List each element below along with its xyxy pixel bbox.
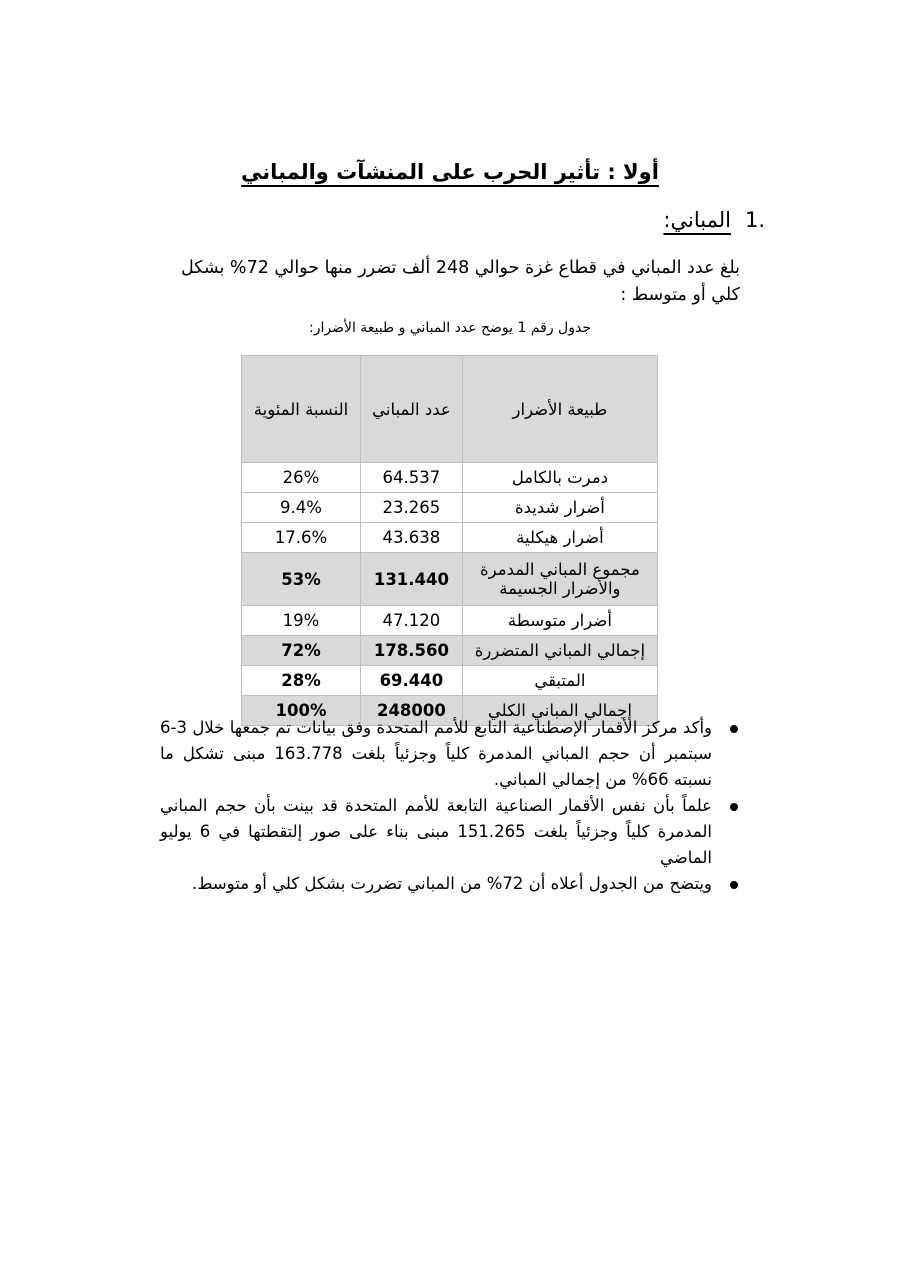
- cell-count: 47.120: [361, 606, 463, 636]
- header-damage-type: طبيعة الأضرار: [462, 356, 657, 463]
- cell-count: 131.440: [361, 553, 463, 606]
- table-row-subtotal: [242, 553, 658, 606]
- cell-count: 23.265: [361, 493, 463, 523]
- list-item: وأكد مركز الأقمار الإصطناعية التابع للأمم المتحدة وفق بيانات تم جمعها خلال 3-6 سبتمبر أن حجم المباني المدمرة كلياً وجزئياً بلغت 163.778 مبنى تشكل ما نسبته 66% من إجمالي المباني.: [160, 715, 740, 793]
- table-row: [242, 666, 658, 696]
- cell-type: دمرت بالكامل: [462, 463, 657, 493]
- list-item: علماً بأن نفس الأقمار الصناعية التابعة للأمم المتحدة قد بينت بأن حجم المباني المدمرة كلياً وجزئياً بلغت 151.265 مبنى بناء على صور إلتقطتها في 6 يوليو الماضي: [160, 793, 740, 871]
- header-percentage: النسبة المئوية: [242, 356, 361, 463]
- page-title-text: أولا : تأثير الحرب على المنشآت والمباني: [241, 160, 659, 184]
- list-item: ويتضح من الجدول أعلاه أن 72% من المباني تضررت بشكل كلي أو متوسط.: [160, 871, 740, 897]
- cell-count: 248000: [361, 696, 463, 726]
- cell-count: 43.638: [361, 523, 463, 553]
- header-building-count: عدد المباني: [361, 356, 463, 463]
- table-row: [242, 606, 658, 636]
- cell-count: 178.560: [361, 636, 463, 666]
- table-row: [242, 463, 658, 493]
- cell-percent: 72%: [242, 636, 361, 666]
- page-title: [0, 160, 900, 184]
- notes-list: [160, 715, 740, 897]
- cell-percent: 19%: [242, 606, 361, 636]
- section-label: المباني:: [663, 208, 731, 232]
- table-caption: جدول رقم 1 يوضح عدد المباني و طبيعة الأضرار:: [309, 320, 591, 336]
- damage-table: [241, 355, 658, 726]
- cell-type: إجمالي المباني المتضررة: [462, 636, 657, 666]
- cell-percent: 53%: [242, 553, 361, 606]
- cell-percent: 28%: [242, 666, 361, 696]
- cell-type: المتبقي: [462, 666, 657, 696]
- table-row: [242, 493, 658, 523]
- cell-percent: 26%: [242, 463, 361, 493]
- cell-type: إجمالي المباني الكلي: [462, 696, 657, 726]
- cell-percent: 100%: [242, 696, 361, 726]
- section-number: 1.: [744, 208, 765, 232]
- table-header-row: [242, 356, 658, 463]
- cell-type: مجموع المباني المدمرة والأضرار الجسيمة: [462, 553, 657, 606]
- cell-percent: 9.4%: [242, 493, 361, 523]
- cell-count: 64.537: [361, 463, 463, 493]
- section-heading: [663, 208, 765, 232]
- cell-type: أضرار هيكلية: [462, 523, 657, 553]
- intro-paragraph: بلغ عدد المباني في قطاع غزة حوالي 248 ألف تضرر منها حوالي 72% بشكل كلي أو متوسط :: [180, 258, 740, 305]
- cell-type: أضرار متوسطة: [462, 606, 657, 636]
- cell-percent: 17.6%: [242, 523, 361, 553]
- cell-count: 69.440: [361, 666, 463, 696]
- table-row-subtotal: [242, 636, 658, 666]
- cell-type: أضرار شديدة: [462, 493, 657, 523]
- table-row: [242, 523, 658, 553]
